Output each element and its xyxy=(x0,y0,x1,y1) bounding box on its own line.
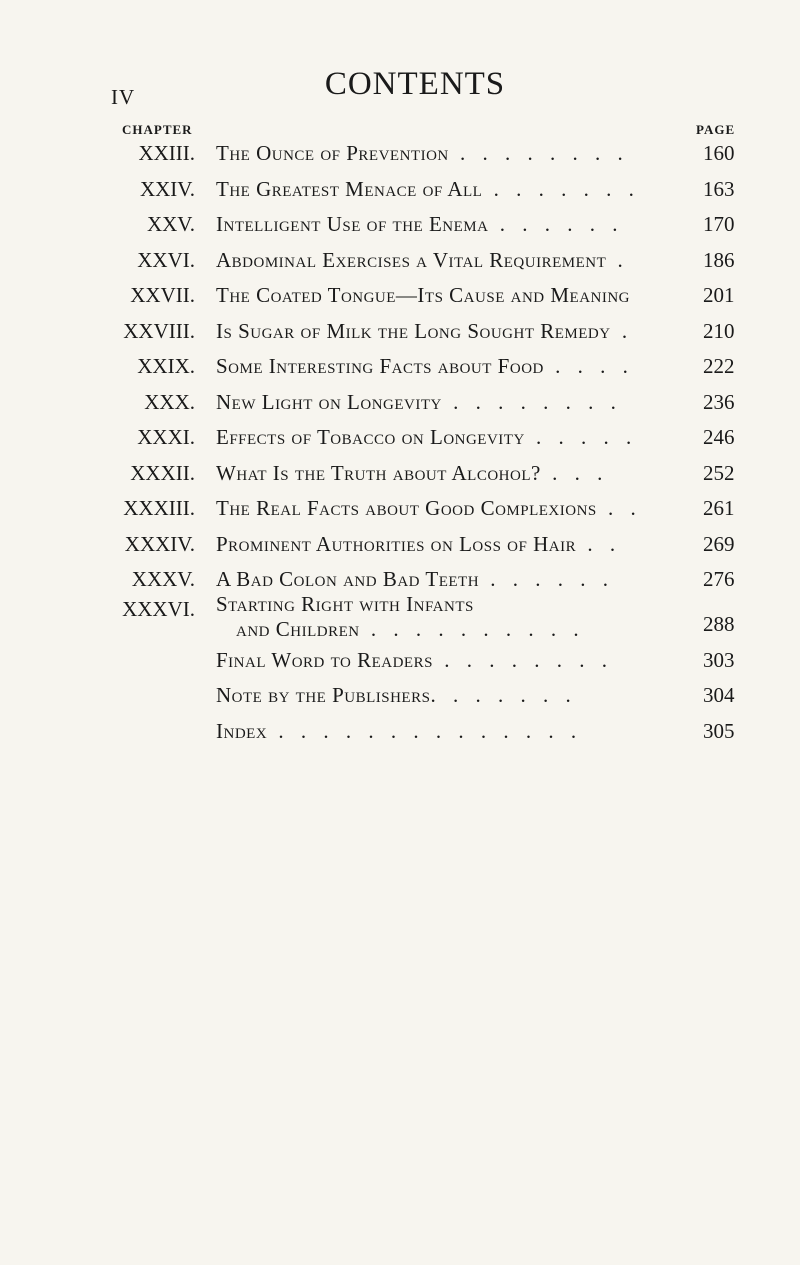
chapter-number: XXVI. xyxy=(137,247,195,272)
back-matter-entry xyxy=(0,643,800,679)
page-title: CONTENTS xyxy=(324,66,506,102)
back-matter-title: Note by the Publishers. . . . . . . xyxy=(216,683,577,707)
chapter-number: XXX. xyxy=(144,389,195,414)
chapter-title: The Real Facts about Good Complexions . . xyxy=(216,496,642,520)
page-ref: 303 xyxy=(703,647,735,672)
chapter-title: Intelligent Use of the Enema . . . . . . xyxy=(216,212,624,236)
toc-entry xyxy=(0,527,800,563)
page-ref: 222 xyxy=(703,354,735,378)
page-ref: 304 xyxy=(703,683,735,707)
toc-entry xyxy=(0,243,800,279)
page-ref: 305 xyxy=(703,718,735,743)
chapter-title: Prominent Authorities on Loss of Hair . . xyxy=(216,531,622,556)
page-ref: 210 xyxy=(703,318,735,343)
toc-entry xyxy=(0,456,800,492)
chapter-title: What Is the Truth about Alcohol? . . . xyxy=(216,460,609,485)
page-column-header: PAGE xyxy=(696,122,736,137)
toc-entry xyxy=(0,420,800,456)
table-of-contents xyxy=(0,136,800,749)
page-ref: 236 xyxy=(703,389,735,414)
back-matter-entry xyxy=(0,678,800,714)
chapter-number: XXXIII. xyxy=(123,496,195,520)
toc-entry xyxy=(0,136,800,172)
page-ref: 186 xyxy=(703,247,735,272)
toc-entry-multiline xyxy=(0,591,800,643)
toc-entry xyxy=(0,349,800,385)
page-ref: 201 xyxy=(703,283,735,307)
chapter-title-line1: Starting Right with Infants xyxy=(216,591,474,616)
page-ref: 246 xyxy=(703,425,735,449)
toc-entry xyxy=(0,172,800,208)
page-ref: 252 xyxy=(703,460,735,485)
toc-entry xyxy=(0,314,800,350)
chapter-title: Abdominal Exercises a Vital Requirement . xyxy=(216,247,629,272)
chapter-title: Effects of Tobacco on Longevity . . . . . xyxy=(216,425,638,449)
page-ref: 261 xyxy=(703,496,735,520)
chapter-number: XXXI. xyxy=(137,425,195,449)
chapter-number: XXXV. xyxy=(131,567,195,591)
toc-entry xyxy=(0,491,800,527)
chapter-number: XXXVI. xyxy=(122,596,195,621)
toc-entry xyxy=(0,385,800,421)
back-matter-title: Final Word to Readers . . . . . . . . xyxy=(216,647,613,672)
chapter-number: XXIV. xyxy=(139,176,195,201)
chapter-title: A Bad Colon and Bad Teeth . . . . . . xyxy=(216,567,615,591)
toc-entry xyxy=(0,278,800,314)
chapter-number: XXXIV. xyxy=(124,531,195,556)
chapter-number: XXIX. xyxy=(137,354,195,378)
page-ref: 163 xyxy=(703,176,735,201)
chapter-title: Is Sugar of Milk the Long Sought Remedy . xyxy=(216,318,634,343)
page-ref: 288 xyxy=(703,611,735,636)
chapter-title: New Light on Longevity . . . . . . . . xyxy=(216,389,622,414)
chapter-title: The Greatest Menace of All . . . . . . . xyxy=(216,176,640,201)
chapter-title-line2: and Children . . . . . . . . . . xyxy=(236,616,585,641)
chapter-number: XXVII. xyxy=(130,283,195,307)
chapter-title: The Coated Tongue—Its Cause and Meaning xyxy=(216,283,631,307)
toc-entry xyxy=(0,207,800,243)
back-matter-entry xyxy=(0,714,800,750)
chapter-title: The Ounce of Prevention . . . . . . . . xyxy=(216,141,629,165)
back-matter-title: Index . . . . . . . . . . . . . . xyxy=(216,718,583,743)
chapter-title: Some Interesting Facts about Food . . . . xyxy=(216,354,634,378)
page-ref: 160 xyxy=(703,141,735,165)
chapter-column-header: CHAPTER xyxy=(122,122,193,137)
chapter-number: XXVIII. xyxy=(123,318,195,343)
page-number: IV xyxy=(111,85,136,109)
chapter-number: XXXII. xyxy=(130,460,195,485)
chapter-number: XXV. xyxy=(146,212,195,236)
page-ref: 276 xyxy=(703,567,735,591)
page-ref: 269 xyxy=(703,531,735,556)
chapter-number: XXIII. xyxy=(138,141,195,165)
page-ref: 170 xyxy=(703,212,735,236)
